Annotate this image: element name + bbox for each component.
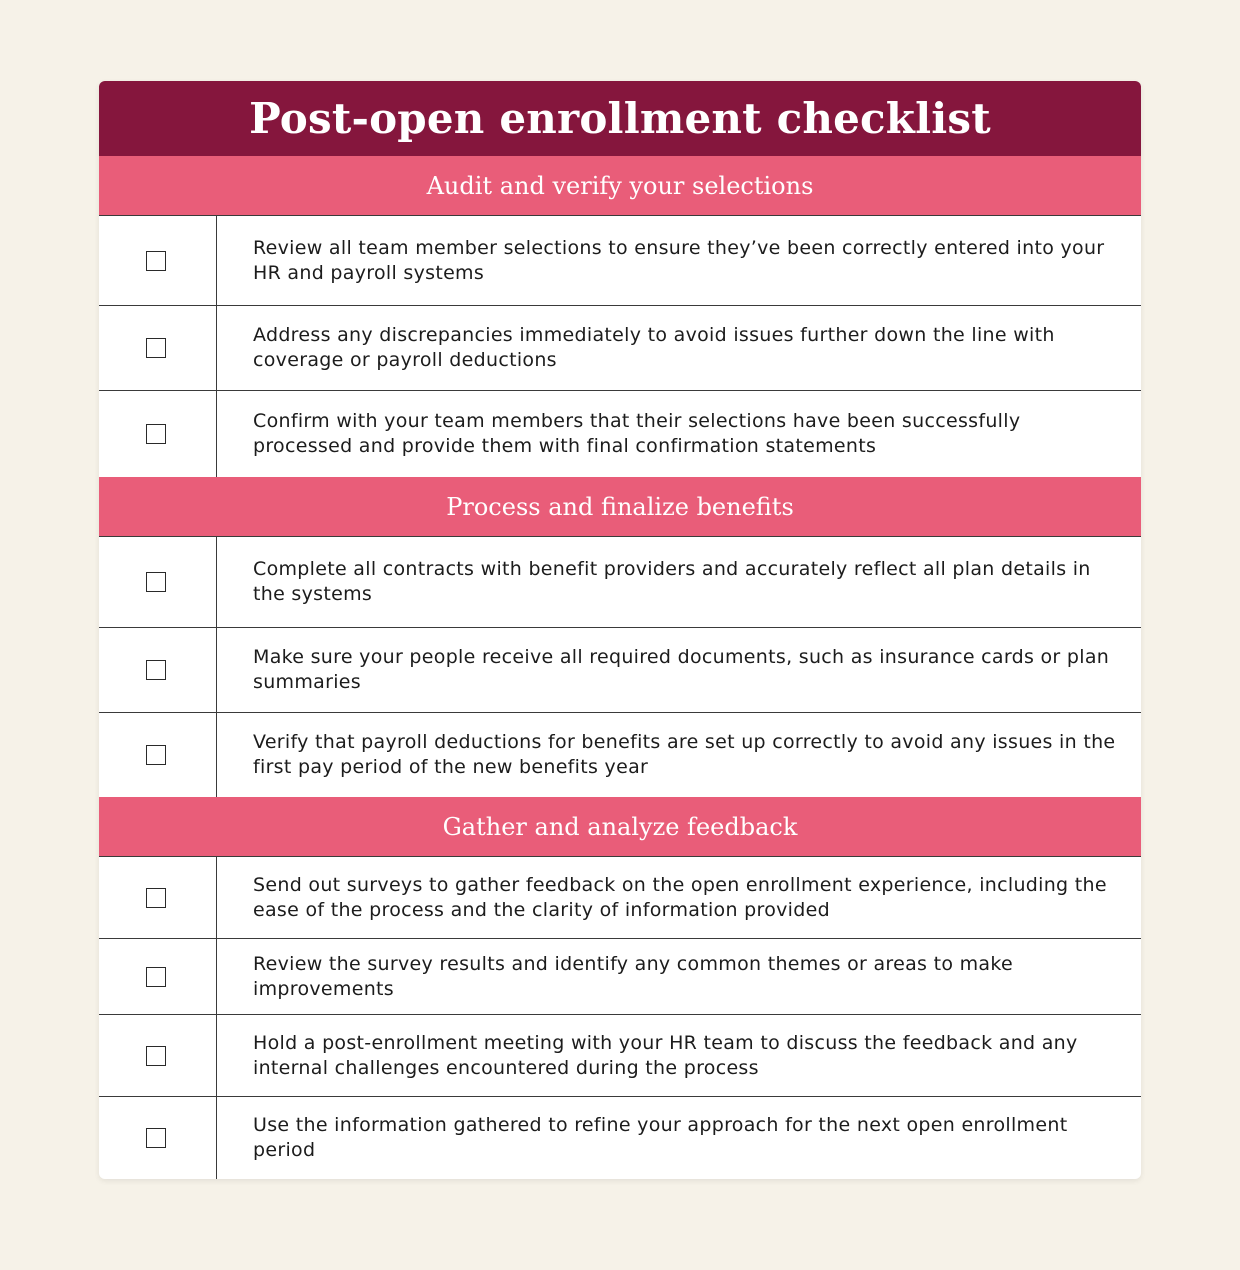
checkbox[interactable]	[146, 251, 166, 271]
checkbox[interactable]	[146, 1128, 166, 1148]
checkbox-cell	[99, 1015, 217, 1096]
checkbox[interactable]	[146, 572, 166, 592]
checkbox-cell	[99, 939, 217, 1014]
checkbox[interactable]	[146, 888, 166, 908]
checklist-item-text: Verify that payroll deductions for benefits are set up correctly to avoid any issues in the first pay period of the new benefits year	[253, 731, 1116, 778]
section-header-audit: Audit and verify your selections	[99, 156, 1141, 216]
checkbox-cell	[99, 537, 217, 627]
checkbox-cell	[99, 1097, 217, 1179]
checkbox[interactable]	[146, 660, 166, 680]
checklist-row	[99, 216, 1141, 306]
section-header-process: Process and finalize benefits	[99, 477, 1141, 537]
checkbox[interactable]	[146, 967, 166, 987]
checklist-row	[99, 713, 1141, 797]
checkbox[interactable]	[146, 1046, 166, 1066]
checkbox-cell	[99, 857, 217, 938]
checklist-item-text: Review all team member selections to ensure they’ve been correctly entered into your HR and payroll systems	[253, 236, 1105, 284]
checklist-card	[99, 81, 1141, 1179]
checklist-item-text: Send out surveys to gather feedback on the open enrollment experience, including the ease of the process and the clarity of information provided	[253, 873, 1107, 921]
checkbox-cell	[99, 391, 217, 477]
checklist-item-text: Address any discrepancies immediately to avoid issues further down the line with coverage or payroll deductions	[253, 324, 1055, 371]
checklist-row	[99, 1015, 1141, 1097]
checkbox-cell	[99, 713, 217, 797]
checkbox-cell	[99, 216, 217, 305]
checklist-row	[99, 1097, 1141, 1179]
checkbox-cell	[99, 628, 217, 712]
checkbox[interactable]	[146, 424, 166, 444]
checklist-row	[99, 537, 1141, 628]
checkbox[interactable]	[146, 745, 166, 765]
checkbox[interactable]	[146, 338, 166, 358]
checklist-row	[99, 857, 1141, 939]
checklist-row	[99, 306, 1141, 391]
checklist-item-text: Make sure your people receive all required documents, such as insurance cards or plan summaries	[253, 646, 1110, 693]
checklist-row	[99, 628, 1141, 713]
section-header-feedback: Gather and analyze feedback	[99, 797, 1141, 857]
checkbox-cell	[99, 306, 217, 390]
checklist-row	[99, 391, 1141, 477]
checklist-title: Post-open enrollment checklist	[99, 81, 1141, 156]
checklist-item-text: Use the information gathered to refine your approach for the next open enrollment period	[253, 1114, 1068, 1161]
checklist-item-text: Hold a post-enrollment meeting with your HR team to discuss the feedback and any internal challenges encountered during the process	[253, 1031, 1078, 1079]
checklist-item-text: Review the survey results and identify any common themes or areas to make improvements	[253, 952, 1013, 1000]
checklist-item-text: Complete all contracts with benefit providers and accurately reflect all plan details in the systems	[253, 558, 1091, 605]
checklist-row	[99, 939, 1141, 1015]
checklist-item-text: Confirm with your team members that their selections have been successfully processed and provide them with final confirmation statements	[253, 410, 1021, 457]
